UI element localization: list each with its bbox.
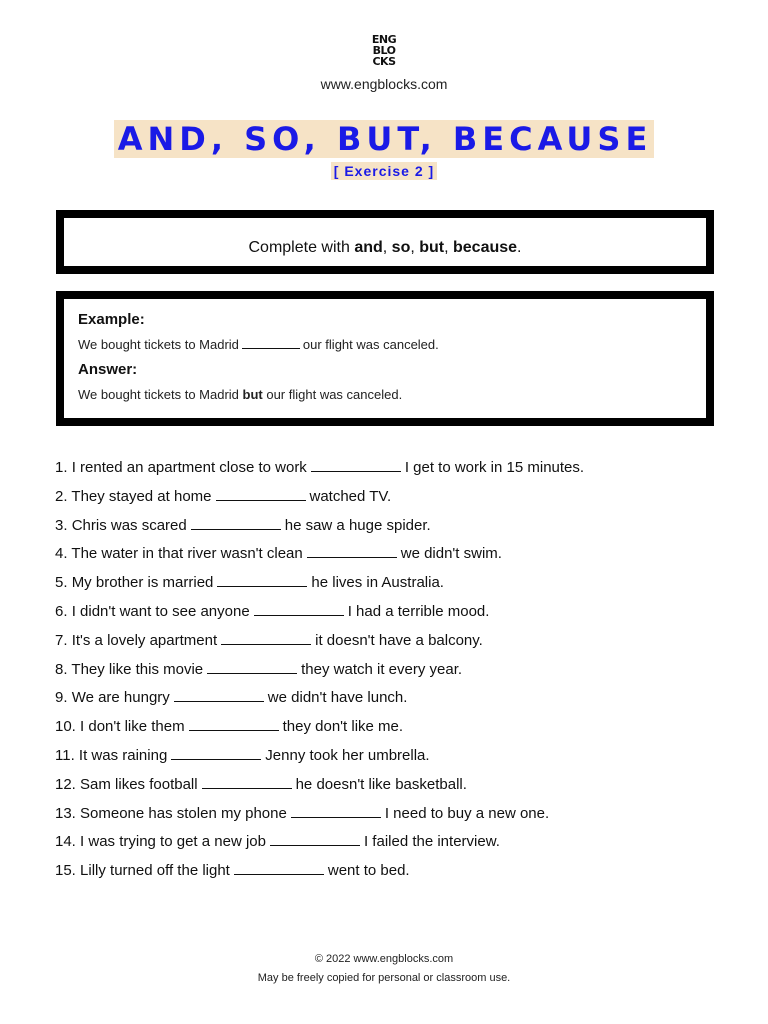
exercise-number: 15. — [55, 862, 76, 880]
answer-blank[interactable] — [291, 805, 381, 818]
exercise-after: I failed the interview. — [363, 833, 500, 851]
exercise-number: 13. — [55, 804, 76, 822]
exercise-after: we didn't have lunch. — [267, 689, 408, 707]
instruction-box — [56, 210, 714, 274]
exercise-after: went to bed. — [327, 862, 410, 880]
exercise-before: The water in that river wasn't clean — [71, 545, 303, 563]
exercise-item — [55, 804, 735, 833]
exercise-item — [55, 573, 735, 602]
answer-sentence — [78, 387, 402, 402]
exercise-item — [55, 544, 735, 573]
exercise-item — [55, 832, 735, 861]
footer-note: May be freely copied for personal or classroom use. — [257, 972, 511, 984]
example-label: Example: — [78, 311, 145, 328]
answer-blank[interactable] — [216, 488, 306, 501]
answer-before: We bought tickets to Madrid — [78, 387, 243, 402]
answer-blank[interactable] — [221, 632, 311, 645]
exercise-before: I didn't want to see anyone — [71, 602, 250, 620]
word-because: because — [453, 239, 518, 256]
answer-blank[interactable] — [307, 545, 397, 558]
exercise-number: 8. — [55, 660, 68, 678]
answer-blank[interactable] — [174, 689, 264, 702]
exercise-before: My brother is married — [71, 574, 214, 592]
separator: , — [410, 239, 420, 256]
exercise-number: 1. — [55, 459, 68, 476]
answer-blank[interactable] — [311, 459, 401, 472]
separator: , — [444, 239, 453, 256]
exercise-item — [55, 660, 735, 689]
exercise-after: watched TV. — [309, 487, 392, 505]
exercise-number: 2. — [55, 487, 68, 505]
answer-blank[interactable] — [217, 574, 307, 587]
logo-line: CKS — [372, 55, 396, 68]
instruction-text — [64, 239, 706, 257]
exercise-after: it doesn't have a balcony. — [315, 631, 483, 649]
exercise-before: They stayed at home — [71, 487, 212, 505]
answer-after: our flight was canceled. — [262, 387, 403, 402]
exercise-item — [55, 516, 735, 545]
exercise-before: Sam likes football — [80, 775, 198, 793]
exercise-before: They like this movie — [71, 660, 204, 678]
exercise-subtitle: [ Exercise 2 ] — [331, 162, 437, 180]
answer-word: but — [242, 387, 263, 402]
exercise-before: Chris was scared — [71, 516, 187, 534]
exercise-before: It was raining — [78, 746, 168, 764]
example-before: We bought tickets to Madrid — [78, 337, 239, 352]
answer-blank[interactable] — [202, 776, 292, 789]
exercise-item — [55, 861, 735, 890]
exercise-number: 10. — [55, 718, 76, 736]
exercise-number: 14. — [55, 833, 76, 851]
answer-blank[interactable] — [207, 661, 297, 674]
exercise-number: 6. — [55, 602, 68, 620]
exercise-number: 11. — [55, 746, 75, 764]
logo-line: ENG — [371, 33, 397, 46]
exercise-item — [55, 775, 735, 804]
exercise-number: 7. — [55, 631, 68, 649]
word-but: but — [419, 239, 445, 256]
exercise-after: they watch it every year. — [301, 660, 463, 678]
word-so: so — [391, 239, 411, 256]
answer-blank[interactable] — [270, 833, 360, 846]
engblocks-logo — [368, 34, 400, 67]
exercise-before: Lilly turned off the light — [80, 862, 230, 880]
answer-label: Answer: — [78, 361, 138, 378]
answer-blank[interactable] — [254, 603, 344, 616]
example-sentence — [78, 337, 439, 352]
exercise-after: he doesn't like basketball. — [295, 775, 467, 793]
exercise-item — [55, 487, 735, 516]
exercise-before: We are hungry — [71, 689, 170, 707]
site-url[interactable]: www.engblocks.com — [320, 76, 448, 92]
answer-blank[interactable] — [189, 718, 279, 731]
answer-blank[interactable] — [234, 862, 324, 875]
exercise-after: we didn't swim. — [400, 545, 502, 563]
exercise-before: I rented an apartment close to work — [71, 459, 307, 476]
example-blank — [242, 338, 300, 349]
footer-copyright: © 2022 www.engblocks.com — [314, 953, 454, 965]
word-and: and — [354, 239, 383, 256]
exercise-number: 12. — [55, 775, 76, 793]
exercise-before: It's a lovely apartment — [71, 631, 218, 649]
exercise-after: he lives in Australia. — [311, 574, 444, 592]
instruction-suffix: . — [517, 239, 522, 256]
worksheet-title: AND, SO, BUT, BECAUSE — [114, 120, 655, 158]
example-after: our flight was canceled. — [302, 337, 439, 352]
exercise-item — [55, 746, 735, 775]
exercise-after: I need to buy a new one. — [384, 804, 550, 822]
exercise-before: I was trying to get a new job — [80, 833, 266, 851]
example-box — [56, 291, 714, 426]
exercise-item — [55, 458, 735, 487]
logo-line: BLO — [372, 44, 396, 57]
exercise-after: they don't like me. — [282, 718, 404, 736]
exercise-number: 3. — [55, 516, 68, 534]
exercise-after: he saw a huge spider. — [284, 516, 431, 534]
exercise-number: 4. — [55, 545, 68, 563]
exercise-list — [55, 458, 735, 890]
exercise-after: I get to work in 15 minutes. — [404, 459, 585, 476]
exercise-before: Someone has stolen my phone — [80, 804, 287, 822]
exercise-number: 9. — [55, 689, 68, 707]
exercise-after: I had a terrible mood. — [347, 602, 490, 620]
exercise-before: I don't like them — [80, 718, 185, 736]
answer-blank[interactable] — [171, 747, 261, 760]
exercise-item — [55, 602, 735, 631]
separator: , — [382, 239, 392, 256]
exercise-number: 5. — [55, 574, 68, 592]
exercise-item — [55, 688, 735, 717]
exercise-item — [55, 717, 735, 746]
instruction-prefix: Complete with — [248, 239, 355, 256]
exercise-after: Jenny took her umbrella. — [265, 746, 430, 764]
exercise-item — [55, 631, 735, 660]
answer-blank[interactable] — [191, 517, 281, 530]
